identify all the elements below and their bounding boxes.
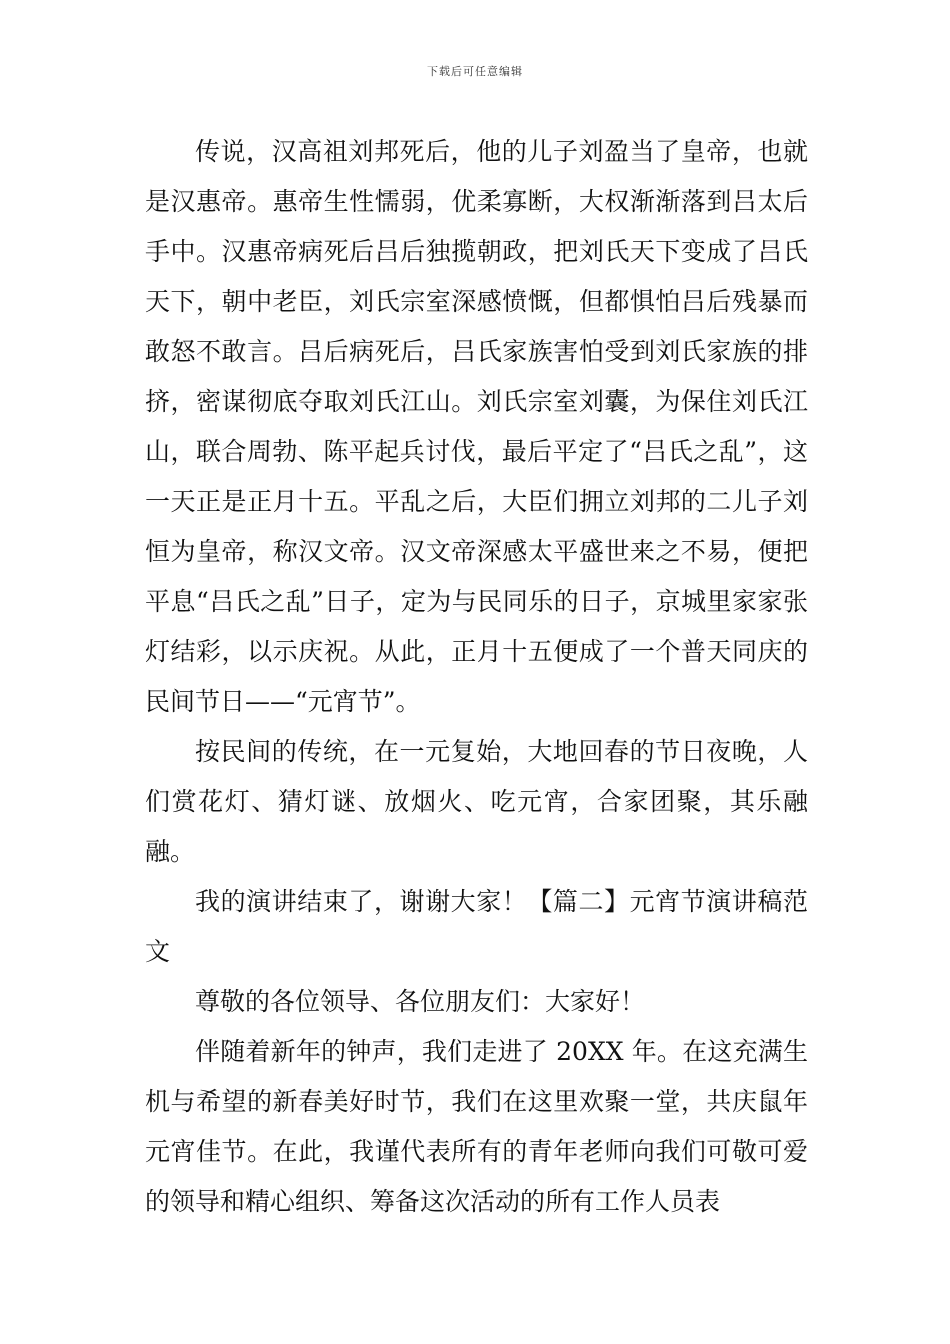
paragraph-legend: 传说，汉高祖刘邦死后，他的儿子刘盈当了皇帝，也就是汉惠帝。惠帝生性懦弱，优柔寡断，大权渐渐落到吕太后手中。汉惠帝病死后吕后独揽朝政，把刘氏天下变成了吕氏天下，朝中老臣，刘氏宗室深感愤慨，但都惧怕吕后残暴而敢怒不敢言。吕后病死后，吕氏家族害怕受到刘氏家族的排挤，密谋彻底夺取刘氏江山。刘氏宗室刘囊，为保住刘氏江山，联合周勃、陈平起兵讨伐，最后平定了“吕氏之乱”，这一天正是正月十五。平乱之后，大臣们拥立刘邦的二儿子刘恒为皇帝，称汉文帝。汉文帝深感太平盛世来之不易，便把平息“吕氏之乱”日子，定为与民同乐的日子，京城里家家张灯结彩，以示庆祝。从此，正月十五便成了一个普天同庆的民间节日——“元宵节”。 (145, 137, 808, 716)
page-header: 下载后可任意编辑 (427, 65, 523, 78)
paragraph-greeting: 尊敬的各位领导、各位朋友们：大家好！ (195, 987, 646, 1016)
document-body (145, 127, 808, 1227)
paragraph-tradition: 按民间的传统，在一元复始，大地回春的节日夜晚，人们赏花灯、猜灯谜、放烟火、吃元宵，合家团聚，其乐融融。 (145, 737, 808, 866)
paragraph-opening: 伴随着新年的钟声，我们走进了 20XX 年。在这充满生机与希望的新春美好时节，我们在这里欢聚一堂，共庆鼠年元宵佳节。在此，我谨代表所有的青年老师向我们可敬可爱的领导和精心组织、筹备这次活动的所有工作人员表 (145, 1037, 808, 1216)
paragraph-closing: 我的演讲结束了，谢谢大家！【篇二】元宵节演讲稿范文 (145, 887, 808, 966)
